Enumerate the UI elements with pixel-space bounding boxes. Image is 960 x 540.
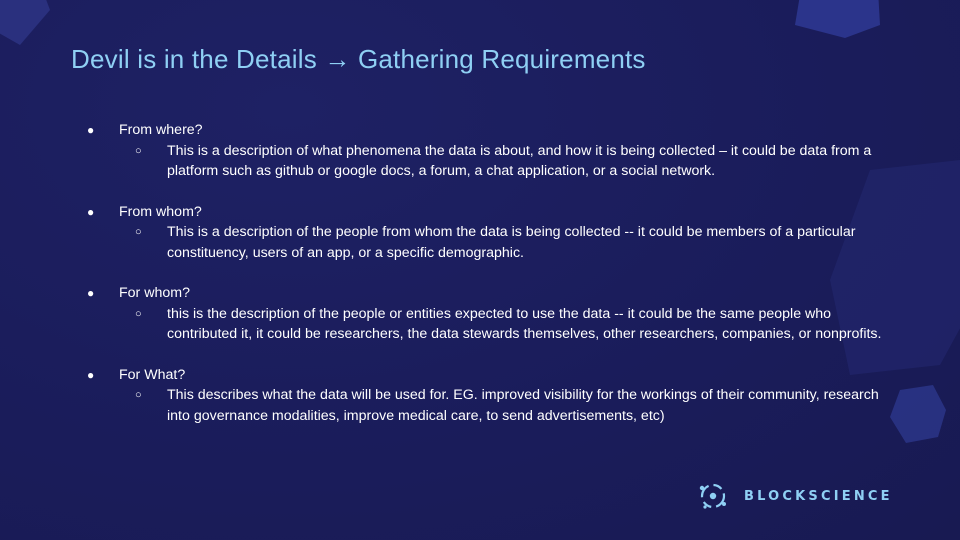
sub-bullet-item — [80, 304, 900, 345]
decorative-shape-top-left — [0, 0, 60, 50]
bullet-item — [80, 202, 900, 223]
sub-bullet-item — [80, 141, 900, 182]
section-from-whom — [80, 202, 900, 264]
sub-bullet-text: This is a description of what phenomena the data is about, and how it is being collected – it could be data from a platform such as github or google docs, a forum, a chat application, or a social network. — [167, 142, 872, 179]
bullet-item — [80, 365, 900, 386]
bullet-dot: ● — [87, 123, 95, 137]
sub-bullet-circle: ○ — [135, 226, 142, 238]
sub-bullet-item — [80, 222, 900, 263]
bullet-heading: From whom? — [119, 203, 202, 220]
section-for-what — [80, 365, 900, 427]
bullet-dot: ● — [87, 286, 95, 300]
bullet-dot: ● — [87, 204, 95, 219]
sub-bullet-circle: ○ — [135, 307, 142, 320]
section-for-whom — [80, 283, 900, 345]
sub-bullet-text: this is the description of the people or entities expected to use the data -- it could be the same people who contributed it, it could be researchers, the data stewards themselves, other researchers, companies, or nonprofits. — [167, 305, 882, 342]
logo-text: BLOCKSCIENCE — [744, 488, 893, 504]
bullet-item — [80, 283, 900, 304]
sub-bullet-circle: ○ — [135, 389, 142, 401]
blockscience-logo — [696, 479, 893, 513]
bullet-list — [80, 120, 900, 446]
blockscience-logo-icon — [696, 479, 730, 513]
sub-bullet-item — [80, 385, 900, 426]
decorative-shape-top-right — [790, 0, 890, 40]
sub-bullet-text: This is a description of the people from whom the data is being collected -- it could be members of a particular constituency, users of an app, or a specific demographic. — [167, 224, 856, 261]
bullet-heading: For whom? — [119, 285, 190, 301]
bullet-heading: For What? — [119, 366, 186, 383]
bullet-dot: ● — [87, 367, 95, 382]
slide-title: Devil is in the Details → Gathering Requirements — [71, 44, 646, 74]
bullet-item — [80, 120, 900, 141]
sub-bullet-text: This describes what the data will be used for. EG. improved visibility for the workings of their community, research into governance modalities, improve medical care, to send advertisements, etc) — [167, 387, 879, 424]
section-from-where — [80, 120, 900, 182]
bullet-heading: From where? — [119, 122, 203, 138]
sub-bullet-circle: ○ — [135, 144, 142, 157]
